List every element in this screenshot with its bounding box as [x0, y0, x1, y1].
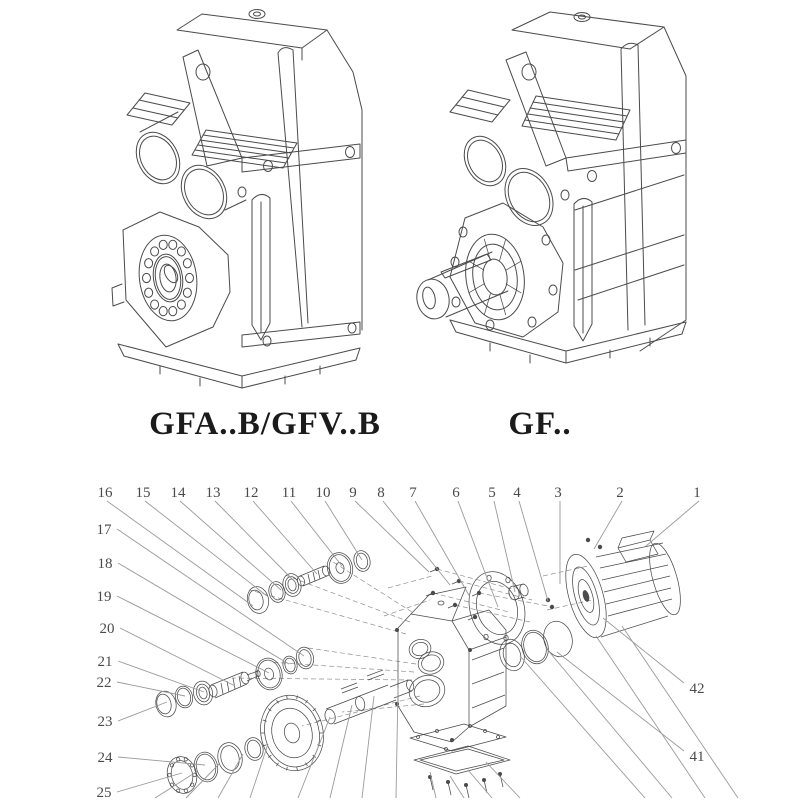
- callout-18: 18: [97, 556, 113, 572]
- callout-24: 24: [97, 750, 113, 766]
- motor: [558, 531, 687, 642]
- exploded-view: [97, 485, 739, 800]
- model-label-gfab-gfvb: GFA..B/GFV..B: [149, 406, 381, 442]
- callout-41: 41: [689, 749, 705, 765]
- callout-6: 6: [452, 485, 460, 501]
- gearbox-drawing-hollow-shaft: [112, 10, 362, 389]
- callout-19: 19: [96, 589, 112, 605]
- callout-3: 3: [554, 485, 562, 501]
- callout-25: 25: [96, 785, 112, 800]
- gearbox-drawing-solid-shaft: [413, 12, 686, 363]
- callout-17: 17: [96, 522, 112, 538]
- flange-bolt-holes: [143, 240, 194, 315]
- callout-22: 22: [96, 675, 112, 691]
- callout-21: 21: [97, 654, 113, 670]
- callout-12: 12: [243, 485, 259, 501]
- callout-10: 10: [315, 485, 331, 501]
- callout-13: 13: [205, 485, 221, 501]
- model-label-gf: GF..: [508, 406, 572, 442]
- callout-16: 16: [97, 485, 113, 501]
- input-shaft-assembly: [245, 549, 373, 616]
- callout-20: 20: [99, 621, 115, 637]
- callout-23: 23: [97, 714, 113, 730]
- callout-8: 8: [377, 485, 385, 501]
- callout-15: 15: [135, 485, 151, 501]
- output-shaft-assembly: [163, 670, 414, 796]
- callout-42: 42: [689, 681, 705, 697]
- cutoff-leader-lines: [155, 626, 738, 798]
- callout-2: 2: [616, 485, 624, 501]
- callout-1: 1: [693, 485, 701, 501]
- callout-4: 4: [513, 485, 521, 501]
- callout-9: 9: [349, 485, 357, 501]
- callout-11: 11: [281, 485, 297, 501]
- part-number-callouts: [97, 485, 705, 800]
- callout-14: 14: [170, 485, 186, 501]
- gearbox-housing: [398, 587, 506, 742]
- callout-5: 5: [488, 485, 496, 501]
- callout-7: 7: [409, 485, 417, 501]
